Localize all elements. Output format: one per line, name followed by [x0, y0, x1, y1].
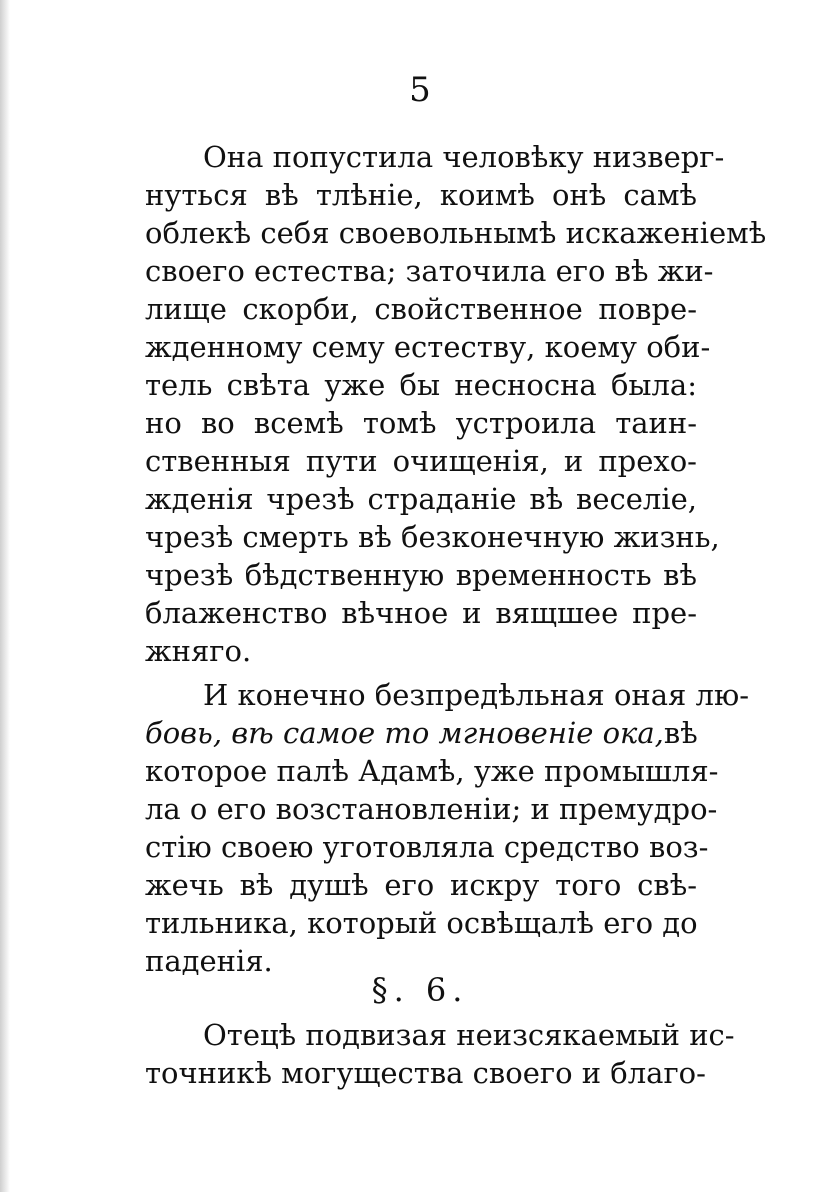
- paragraph-line: чрезѣ смерть вѣ безконечную жизнь,: [145, 520, 720, 554]
- paragraph-line-mixed: [145, 714, 697, 752]
- paragraph-line: своего естества; заточила его вѣ жи-: [145, 254, 714, 288]
- paragraph-line: жденному сему естеству, коему оби-: [145, 330, 711, 364]
- paragraph-line: тильника, который освѣщалѣ его до: [145, 906, 698, 940]
- section-heading: §. 6.: [371, 971, 469, 1009]
- paragraph-line: ственныя пути очищенія, и прехо-: [145, 444, 697, 478]
- page-number: 5: [409, 70, 431, 110]
- paragraph-line: тель свѣта уже бы несносна была:: [145, 368, 697, 402]
- paragraph-line: облекѣ себя своевольнымѣ искаженіемѣ: [145, 216, 767, 250]
- paragraph-line: жденія чрезѣ страданіе вѣ веселіе,: [145, 482, 697, 516]
- paragraph-line: лище скорби, свойственное повре-: [145, 292, 697, 326]
- page-edge-shadow: [0, 0, 10, 1192]
- paragraph-line: но во всемѣ томѣ устроила таин-: [145, 406, 697, 440]
- line-tail: вѣ: [663, 716, 698, 750]
- paragraph-line: И конечно безпредѣльная оная лю-: [203, 678, 750, 712]
- paragraph-line: чрезѣ бѣдственную временность вѣ: [145, 558, 697, 592]
- paragraph-line: блаженство вѣчное и вящшее пре-: [145, 596, 697, 630]
- paragraph-line: жняго.: [145, 634, 252, 668]
- paragraph-line: точникѣ могущества своего и благо-: [145, 1056, 706, 1090]
- paragraph-line: жечь вѣ душѣ его искру того свѣ-: [145, 868, 697, 902]
- paragraph-line: паденія.: [145, 944, 273, 978]
- italic-phrase: бовь, вѣ самое то мгновеніе ока,: [145, 716, 664, 750]
- paragraph-line: Отецѣ подвизая неизсякаемый ис-: [203, 1018, 735, 1052]
- paragraph-line: которое палѣ Адамѣ, уже промышля-: [145, 754, 719, 788]
- paragraph-line: нуться вѣ тлѣніе, коимѣ онѣ самѣ: [145, 178, 697, 212]
- paragraph-line: Она попустила человѣку низверг-: [203, 140, 725, 174]
- paragraph-line: стію своею уготовляла средство воз-: [145, 830, 709, 864]
- paragraph-line: ла о его возстановленіи; и премудро-: [145, 792, 718, 826]
